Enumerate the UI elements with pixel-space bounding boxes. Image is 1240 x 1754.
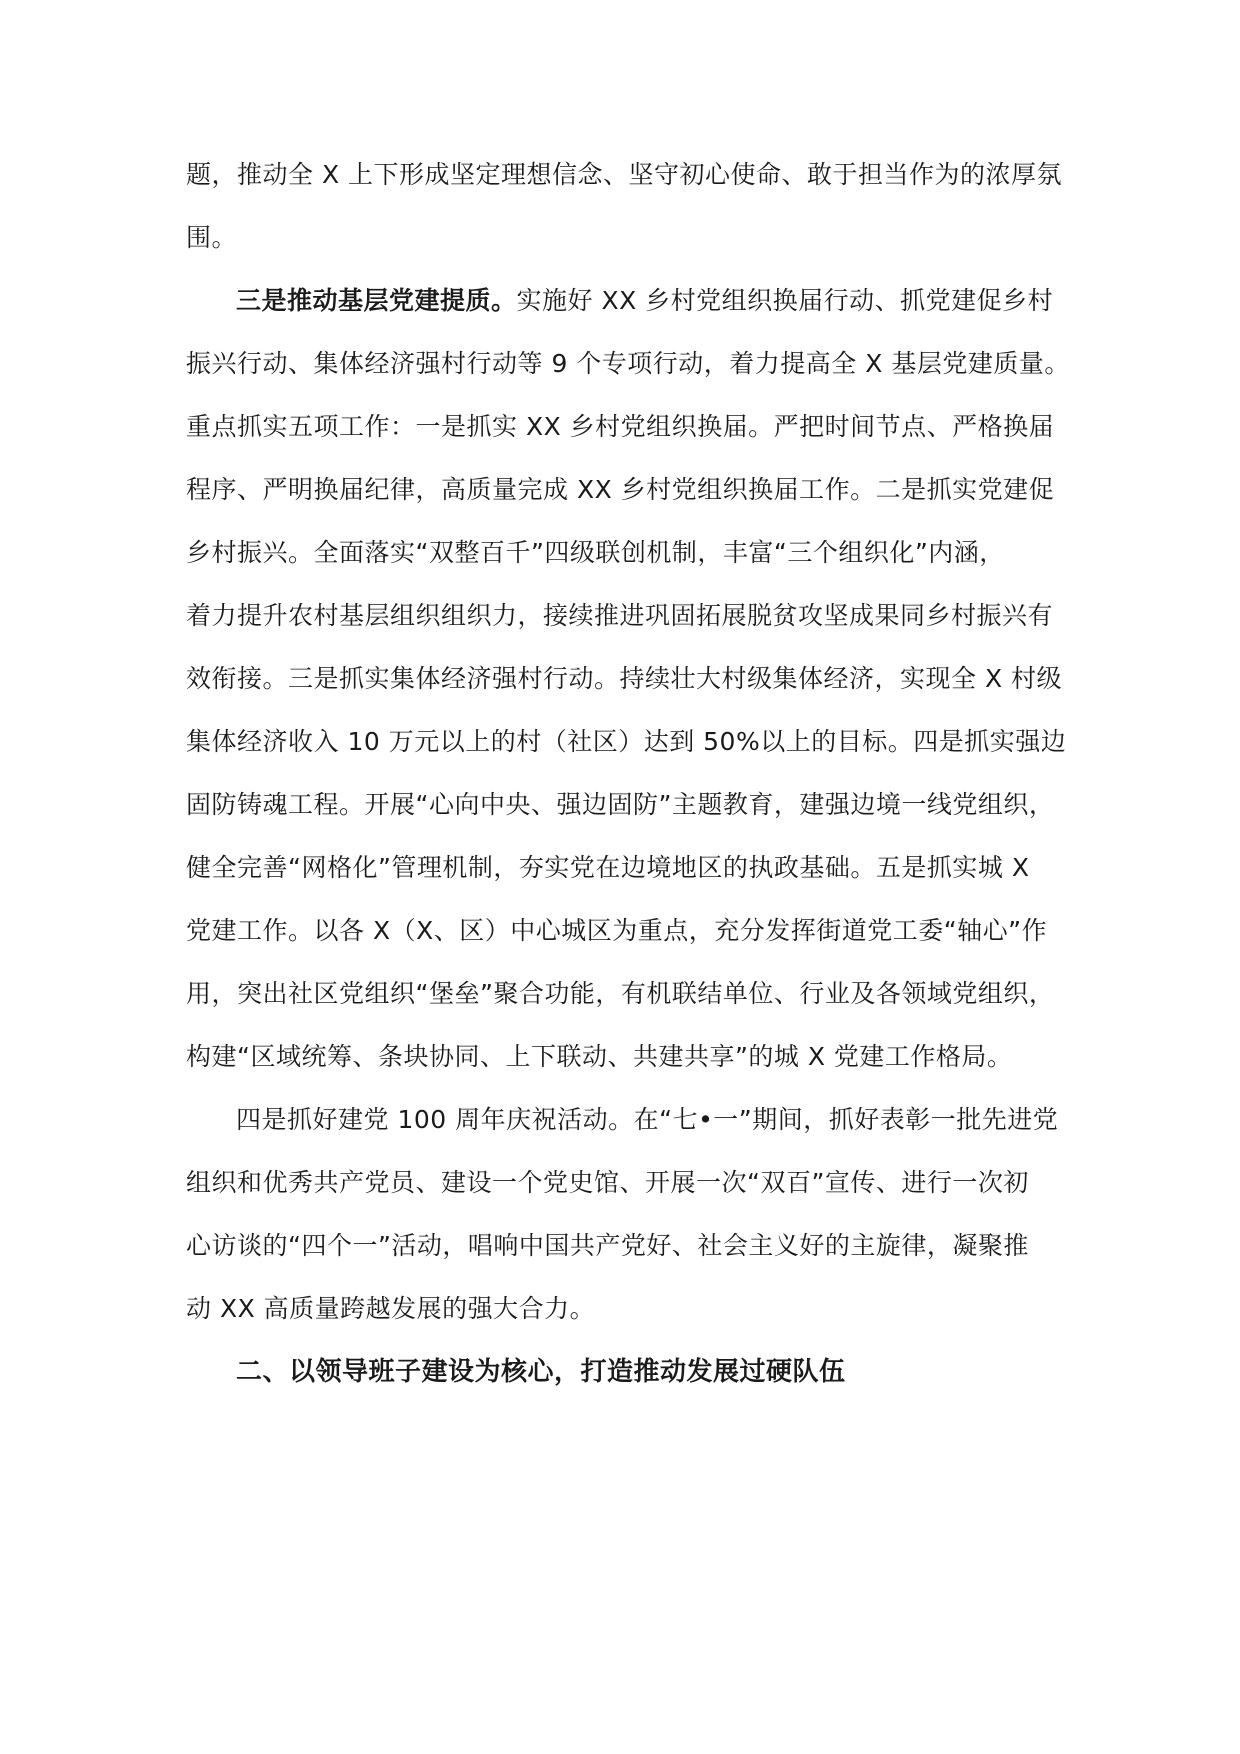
paragraph-first-line xyxy=(236,283,1053,319)
text-line: 健全完善“网格化”管理机制，夯实党在边境地区的执政基础。五是抓实城 X xyxy=(186,853,1030,882)
text-line: 效衔接。三是抓实集体经济强村行动。持续壮大村级集体经济，实现全 X 村级 xyxy=(186,664,1063,693)
paragraph-first-line: 四是抓好建党 100 周年庆祝活动。在“七•一”期间，抓好表彰一批先进党 xyxy=(236,1105,1059,1134)
text-line: 集体经济收入 10 万元以上的村（社区）达到 50%以上的目标。四是抓实强边 xyxy=(186,727,1067,756)
text-line: 党建工作。以各 X（X、区）中心城区为重点，充分发挥街道党工委“轴心”作 xyxy=(186,916,1048,945)
text-line: 组织和优秀共产党员、建设一个党史馆、开展一次“双百”宣传、进行一次初 xyxy=(186,1168,1029,1197)
text-line: 重点抓实五项工作：一是抓实 XX 乡村党组织换届。严把时间节点、严格换届 xyxy=(186,412,1055,441)
text-line: 心访谈的“四个一”活动，唱响中国共产党好、社会主义好的主旋律，凝聚推 xyxy=(186,1231,1029,1260)
text-line: 着力提升农村基层组织组织力，接续推进巩固拓展脱贫攻坚成果同乡村振兴有 xyxy=(186,601,1054,630)
text-line: 程序、严明换届纪律，高质量完成 XX 乡村党组织换届工作。二是抓实党建促 xyxy=(186,475,1055,504)
text-line: 乡村振兴。全面落实“双整百千”四级联创机制，丰富“三个组织化”内涵， xyxy=(186,538,1005,567)
text-line: 构建“区域统筹、条块协同、上下联动、共建共享”的城 X 党建工作格局。 xyxy=(186,1042,1013,1071)
paragraph-text: 实施好 XX 乡村党组织换届行动、抓党建促乡村 xyxy=(516,286,1054,315)
paragraph-lead: 三是推动基层党建提质。 xyxy=(236,286,517,315)
text-line: 振兴行动、集体经济强村行动等 9 个专项行动，着力提高全 X 基层党建质量。 xyxy=(186,349,1070,378)
text-line: 用，突出社区党组织“堡垒”聚合功能，有机联结单位、行业及各领域党组织， xyxy=(186,979,1055,1008)
text-line: 围。 xyxy=(186,223,238,252)
text-line: 动 XX 高质量跨越发展的强大合力。 xyxy=(186,1294,596,1323)
text-line: 题，推动全 X 上下形成坚定理想信念、坚守初心使命、敢于担当作为的浓厚氛 xyxy=(186,160,1063,189)
section-heading: 二、以领导班子建设为核心，打造推动发展过硬队伍 xyxy=(236,1357,846,1387)
text-line: 固防铸魂工程。开展“心向中央、强边固防”主题教育，建强边境一线党组织， xyxy=(186,790,1055,819)
